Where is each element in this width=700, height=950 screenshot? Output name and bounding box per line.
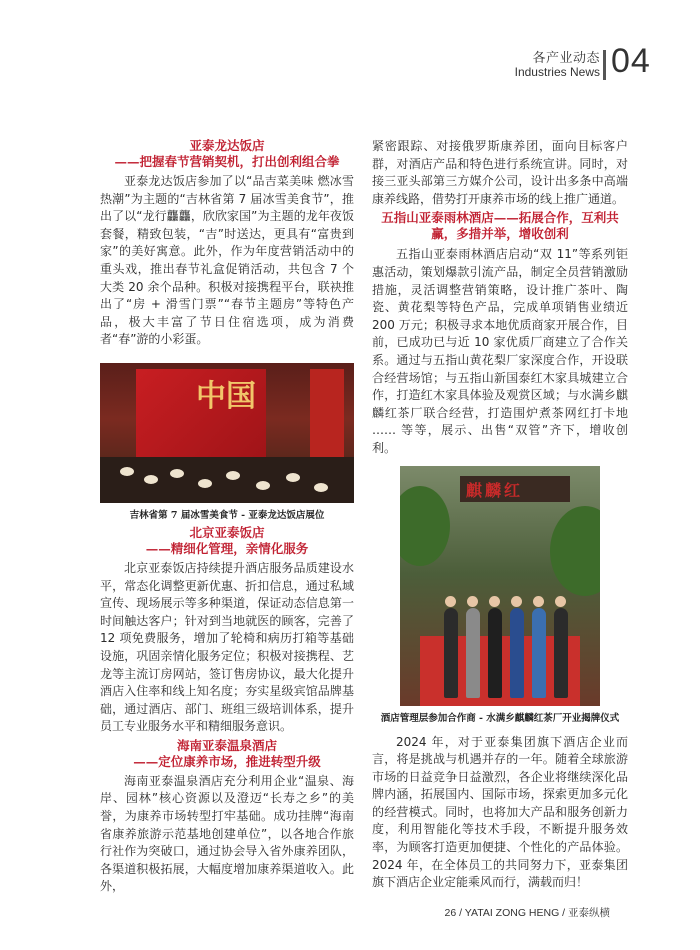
person-head — [467, 596, 478, 607]
photo-caption: 酒店管理层参加合作商 - 水满乡麒麟红茶厂开业揭牌仪式 — [380, 712, 620, 724]
section-heading: 北京亚泰饭店 — [189, 524, 265, 540]
person-head — [555, 596, 566, 607]
foliage — [400, 486, 450, 566]
section-heading: 五指山亚泰雨林酒店——拓展合作，互利共赢，多措并举，增收创利 — [381, 210, 619, 242]
dish — [286, 473, 300, 482]
section-number: 04 — [611, 42, 651, 80]
shop-sign-text: 麒麟红 — [466, 480, 524, 500]
right-column — [372, 138, 628, 892]
dish — [198, 479, 212, 488]
body-paragraph: 紧密跟踪、对接俄罗斯康养团，面向目标客户群，对酒店产品和特色进行系统宣讲。同时，对接三亚头部第三方媒介公司，设计出多条中高端康养线路，借势打开康养市场的线上推广通道。 — [372, 139, 628, 206]
person — [532, 608, 546, 698]
body-paragraph: 五指山亚泰雨林酒店启动“双 11”等系列钜惠活动，策划爆款引流产品，制定全员营销激励措施，灵活调整营销策略，设计推广茶叶、陶瓷、黄花梨等特色产品，完成单项销售业绩近 200 万元；积极寻求本地优质商家开展合作，目前，已成功已与近 10 家优质厂商建立了合作关系。通过与五指山黄花梨厂家深度合作，开设联合经营场馆；与五指山新国泰红木家具城建立合作，打造红木家具体验及观赏区域；与水满乡麒麟红茶厂联合经营，打造围炉煮茶网红打卡地 …… 等等，展示、出售“双管”齐下，增收创利。 — [372, 247, 628, 455]
photo-caption: 吉林省第 7 届冰雪美食节 - 亚泰龙达饭店展位 — [129, 509, 325, 521]
person — [510, 608, 524, 698]
display-table — [100, 457, 354, 503]
foliage — [550, 506, 600, 596]
section-title-en: Industries News — [514, 65, 600, 79]
section-subheading: ——把握春节营销契机，打出创利组合拳 — [114, 154, 340, 169]
section-title-cn: 各产业动态 — [532, 51, 600, 66]
photo-tea-factory-ceremony — [400, 466, 600, 706]
dish — [226, 471, 240, 480]
section-subheading: ——精细化管理，亲情化服务 — [145, 540, 309, 556]
body-paragraph: 2024 年，对于亚泰集团旗下酒店企业而言，将是挑战与机遇并存的一年。随着全球旅游市场的日益竞争日益激烈，各企业将继续深化品牌内涵，拓展国内、国际市场，探索更加多元化的经营模式。同时，也将加大产品和服务创新力度，利用智能化等技术手段，不断提升服务效率，为顾客打造更加便捷、个性化的产品体验。2024 年，在全体员工的共同努力下，亚泰集团旗下酒店企业定能乘风而行，满载而归！ — [372, 734, 628, 890]
dish — [170, 469, 184, 478]
person — [444, 608, 458, 698]
dish — [144, 475, 158, 484]
dish — [256, 481, 270, 490]
page-footer: 26 / YATAI ZONG HENG / 亚泰纵横 — [444, 907, 610, 919]
section-heading: 亚泰龙达饭店 — [189, 138, 265, 153]
person — [554, 608, 568, 698]
person — [488, 608, 502, 698]
photo-food-festival-booth — [100, 363, 354, 503]
person — [466, 608, 480, 698]
person-head — [533, 596, 544, 607]
dish — [314, 483, 328, 492]
header-divider — [603, 50, 606, 80]
dish — [120, 467, 134, 476]
person-head — [489, 596, 500, 607]
left-column — [100, 138, 354, 896]
section-heading: 海南亚泰温泉酒店 — [176, 737, 277, 753]
person-head — [511, 596, 522, 607]
section-subheading: ——定位康养市场，推进转型升级 — [133, 753, 321, 769]
body-paragraph: 亚泰龙达饭店参加了以“品吉菜美味 燃冰雪热潮”为主题的“吉林省第 7 届冰雪美食节”，推出了以“龙行龘龘，欣欣家国”为主题的龙年夜饭套餐，精致包装，“吉”时送达，更具有“富贵到家”的美好寓意。此外，作为年度营销活动中的重头戏，推出春节礼盒促销活动，共包含 7 个大类 20 余个品种。积极对接携程平台，联袂推出了“房 + 滑雪门票”“春节主题房”等特色产品，极大丰富了节日住宿选项，成为消费者“春”游的小彩蛋。 — [100, 174, 354, 347]
banner-glyph: 中国 — [196, 378, 256, 414]
body-paragraph: 北京亚泰饭店持续提升酒店服务品质建设水平，常态化调整更新优惠、折扣信息，通过私域宣传、现场展示等多种渠道，保证动态信息第一时间触达客户；针对到当地就医的顾客，完善了 12 项免费服务，增加了轮椅和病历打箱等基础设施，巩固亲情化服务定位；积极对接携程、艺龙等主流订房网站，签订售房协议，最大化提升酒店入住率和线上知名度；夯实星级宾馆品牌基础，通过酒店、部门、班组三级培训体系，提升员工专业服务水平和精细服务意识。 — [100, 560, 354, 734]
body-paragraph: 海南亚泰温泉酒店充分利用企业“温泉、海岸、园林”核心资源以及澄迈“长寿之乡”的美誉，为康养市场转型打牢基础。成功挂牌“海南省康养旅游示范基地创建单位”，以各地合作旅行社作为突破口，通过协会导入省外康养团队，各渠道积极拓展，大幅度增加康养渠道收入。此外， — [100, 773, 354, 894]
person-head — [445, 596, 456, 607]
